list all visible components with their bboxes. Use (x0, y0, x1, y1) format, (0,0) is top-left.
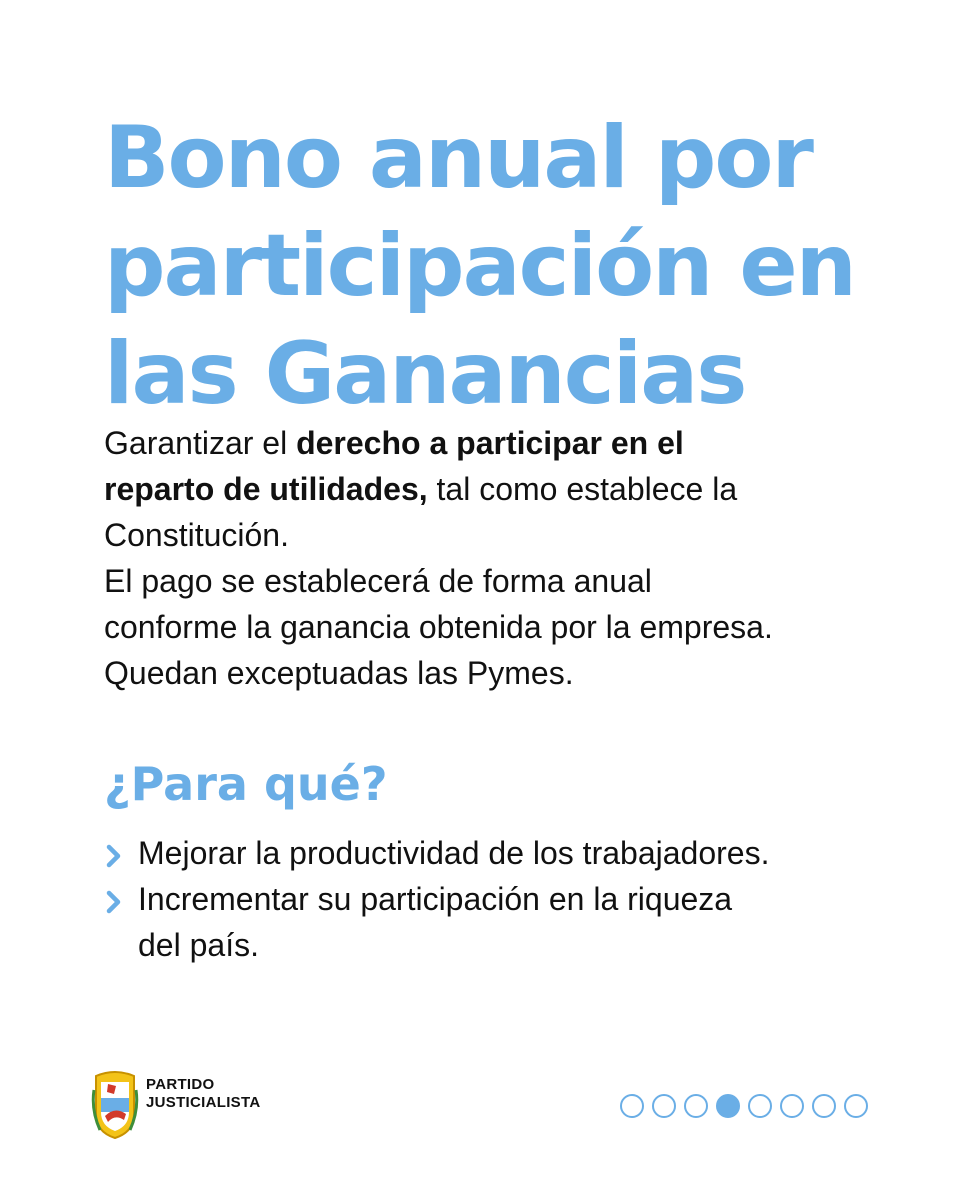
intro-text: Garantizar el (104, 425, 297, 461)
title-line-3: las Ganancias (104, 324, 746, 424)
list-item (104, 830, 884, 876)
pagination-dot[interactable] (780, 1094, 804, 1118)
list-item (104, 876, 884, 968)
party-name-line-2: JUSTICIALISTA (146, 1094, 261, 1111)
title-line-2: participación en (104, 216, 855, 316)
pagination-dot[interactable] (812, 1094, 836, 1118)
party-name-line-1: PARTIDO (146, 1076, 215, 1093)
pagination-dot[interactable] (844, 1094, 868, 1118)
section-heading: ¿Para qué? (104, 757, 388, 811)
list-item-text: Mejorar la productividad de los trabajadores. (138, 835, 770, 871)
party-name (146, 1076, 260, 1112)
pagination-dot[interactable] (620, 1094, 644, 1118)
pagination-dot-active[interactable] (716, 1094, 740, 1118)
list-item-text: del país. (138, 927, 259, 963)
pagination-dot[interactable] (652, 1094, 676, 1118)
intro-line-2 (104, 466, 884, 512)
title-line-1: Bono anual por (104, 108, 812, 208)
pagination-dot[interactable] (748, 1094, 772, 1118)
page-title (104, 104, 924, 428)
chevron-right-icon (104, 842, 124, 870)
intro-line-4: El pago se establecerá de forma anual (104, 563, 652, 599)
pagination-dot[interactable] (684, 1094, 708, 1118)
intro-paragraph (104, 420, 884, 696)
chevron-right-icon (104, 888, 124, 916)
party-shield-logo-icon (90, 1070, 140, 1140)
intro-line-1 (104, 420, 884, 466)
benefits-list (104, 830, 884, 968)
intro-emphasis: derecho a participar en el (296, 425, 684, 461)
intro-emphasis: reparto de utilidades, (104, 471, 428, 507)
intro-text: tal como establece la (427, 471, 738, 507)
list-item-text: Incrementar su participación en la riqueza (138, 881, 733, 917)
carousel-pagination (620, 1094, 868, 1118)
intro-line-5: conforme la ganancia obtenida por la empresa. (104, 609, 773, 645)
intro-line-3: Constitución. (104, 517, 289, 553)
intro-line-6: Quedan exceptuadas las Pymes. (104, 655, 574, 691)
